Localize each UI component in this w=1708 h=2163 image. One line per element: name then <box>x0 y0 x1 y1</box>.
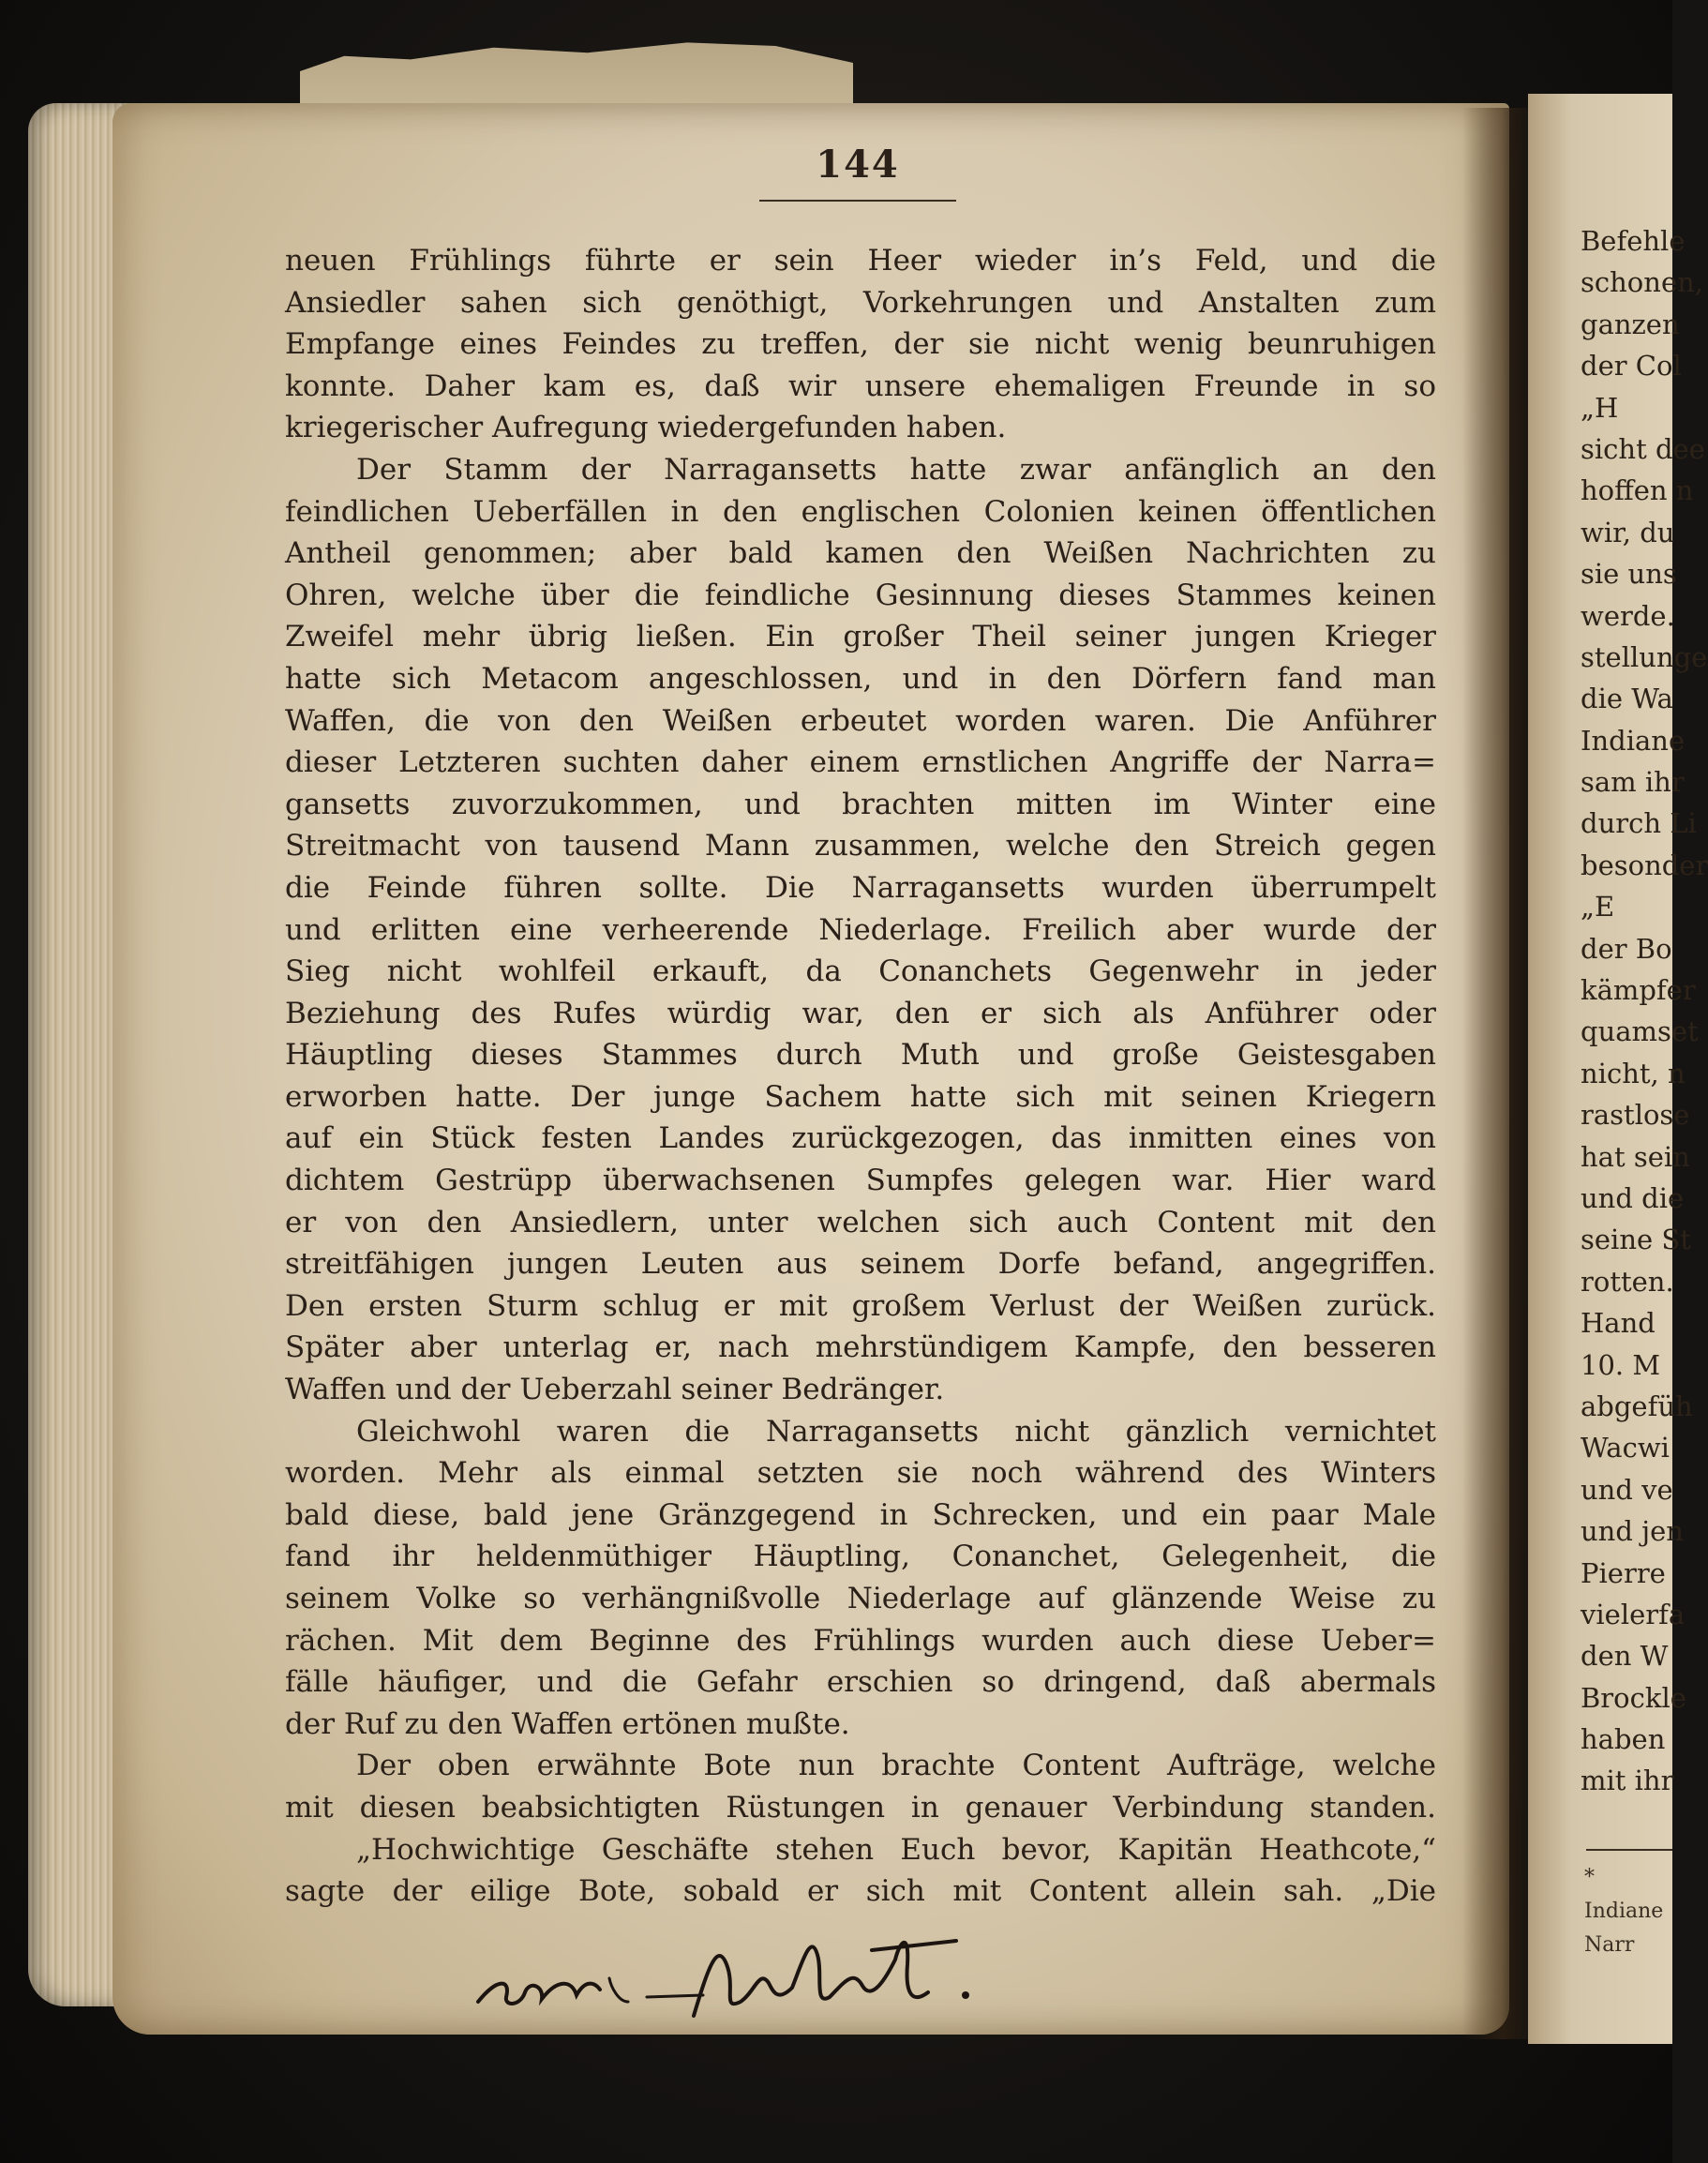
text-line: bald diese, bald jene Gränzgegend in Schrecken, und ein paar Male <box>285 1497 1436 1532</box>
adjacent-text-fragment: die Wa <box>1581 683 1673 715</box>
text-line: fand ihr heldenmüthiger Häuptling, Conanchet, Gelegenheit, die <box>285 1540 1436 1574</box>
adjacent-text-fragment: sam ihr <box>1581 766 1685 799</box>
adjacent-text-fragment: quamset <box>1581 1015 1699 1048</box>
adjacent-text-fragment: Pierre <box>1581 1556 1666 1589</box>
adjacent-text-fragment: wir, du <box>1581 516 1675 548</box>
text-line: Ohren, welche über die feindliche Gesinnung dieses Stammes keinen <box>285 578 1436 612</box>
page-body-text <box>285 240 1436 1913</box>
adjacent-text-fragment: hat sein <box>1581 1140 1690 1173</box>
text-line: Der Stamm der Narragansetts hatte zwar anfänglich an den <box>356 452 1436 487</box>
text-line: und erlitten eine verheerende Niederlage. Freilich aber wurde der <box>285 912 1436 947</box>
text-line: dieser Letzteren suchten daher einem ernstlichen Angriffe der Narra= <box>285 745 1436 780</box>
adjacent-text-fragment: mit ihr <box>1581 1765 1674 1797</box>
adjacent-footnote-fragment: Narr <box>1584 1933 1635 1957</box>
adjacent-text-fragment: sicht dee <box>1581 432 1705 465</box>
text-line: dichtem Gestrüpp überwachsenen Sumpfes gelegen war. Hier ward <box>285 1164 1436 1198</box>
text-line: er von den Ansiedlern, unter welchen sich auch Content mit den <box>285 1205 1436 1239</box>
text-line: rächen. Mit dem Beginne des Frühlings wurden auch diese Ueber= <box>285 1623 1436 1658</box>
adjacent-text-fragment: nicht, n <box>1581 1057 1686 1089</box>
text-line: mit diesen beabsichtigten Rüstungen in genauer Verbindung standen. <box>285 1790 1436 1825</box>
text-line: Den ersten Sturm schlug er mit großem Verlust der Weißen zurück. <box>285 1288 1436 1323</box>
adjacent-text-fragment: abgefüh <box>1581 1389 1693 1422</box>
text-line: worden. Mehr als einmal setzten sie noch während des Winters <box>285 1456 1436 1491</box>
text-line: Häuptling dieses Stammes durch Muth und große Geistesgaben <box>285 1038 1436 1073</box>
adjacent-text-fragment: Indiane <box>1581 724 1686 757</box>
text-line: Waffen, die von den Weißen erbeutet worden waren. Die Anführer <box>285 703 1436 738</box>
text-line: Zweifel mehr übrig ließen. Ein großer Theil seiner jungen Krieger <box>285 620 1436 654</box>
page-number: 144 <box>816 143 900 187</box>
adjacent-text-fragment: sie uns <box>1581 558 1677 591</box>
adjacent-text-fragment: Wacwi <box>1581 1432 1670 1465</box>
adjacent-text-fragment: kämpfer <box>1581 974 1696 1007</box>
text-line: Streitmacht von tausend Mann zusammen, welche den Streich gegen <box>285 829 1436 864</box>
adjacent-text-fragment: besonder <box>1581 849 1708 881</box>
adjacent-footnote-fragment: * <box>1584 1866 1595 1889</box>
adjacent-text-fragment: ganzen <box>1581 308 1680 340</box>
text-line: Empfange eines Feindes zu treffen, der sie nicht wenig beunruhigen <box>285 327 1436 362</box>
text-line: Waffen und der Ueberzahl seiner Bedränger. <box>285 1373 945 1407</box>
text-line: gansetts zuvorzukommen, und brachten mitten im Winter eine <box>285 787 1436 821</box>
text-line: Sieg nicht wohlfeil erkauft, da Conanchets Gegenwehr in jeder <box>285 954 1436 989</box>
adjacent-text-fragment: der Col <box>1581 350 1682 383</box>
header-rule <box>759 200 956 202</box>
text-line: neuen Frühlings führte er sein Heer wieder in’s Feld, und die <box>285 244 1436 278</box>
adjacent-text-fragment: stellunge <box>1581 640 1708 673</box>
adjacent-text-fragment: und ve <box>1581 1473 1673 1506</box>
text-line: Gleichwohl waren die Narragansetts nicht gänzlich vernichtet <box>356 1414 1436 1449</box>
text-line: Der oben erwähnte Bote nun brachte Content Aufträge, welche <box>356 1749 1436 1783</box>
adjacent-text-fragment: rastlose <box>1581 1099 1690 1132</box>
text-line: Antheil genommen; aber bald kamen den Weißen Nachrichten zu <box>285 536 1436 571</box>
text-line: Ansiedler sahen sich genöthigt, Vorkehrungen und Anstalten zum <box>285 285 1436 320</box>
adjacent-text-fragment: rotten. <box>1581 1265 1674 1298</box>
text-line: der Ruf zu den Waffen ertönen mußte. <box>285 1706 850 1741</box>
adjacent-text-fragment: seine St <box>1581 1224 1691 1256</box>
handwritten-signature <box>469 1913 994 2035</box>
text-line: die Feinde führen sollte. Die Narragansetts wurden überrumpelt <box>285 870 1436 905</box>
book-gutter-shadow <box>1462 108 1528 2039</box>
adjacent-text-fragment: hoffen n <box>1581 474 1694 507</box>
text-line: seinem Volke so verhängnißvolle Niederlage auf glänzende Weise zu <box>285 1582 1436 1615</box>
adjacent-page-text <box>1581 220 1708 1802</box>
adjacent-text-fragment: „E <box>1581 891 1615 924</box>
text-line: erworben hatte. Der junge Sachem hatte sich mit seinen Kriegern <box>285 1079 1436 1114</box>
text-line: „Hochwichtige Geschäfte stehen Euch bevor, Kapitän Heathcote,“ <box>356 1832 1436 1867</box>
text-line: auf ein Stück festen Landes zurückgezogen, das inmitten eines von <box>285 1121 1436 1156</box>
text-line: konnte. Daher kam es, daß wir unsere ehemaligen Freunde in so <box>285 368 1436 403</box>
adjacent-text-fragment: der Bo <box>1581 932 1672 965</box>
adjacent-text-fragment: schonen, <box>1581 266 1703 299</box>
text-line: kriegerischer Aufregung wiedergefunden haben. <box>285 411 1007 445</box>
adjacent-text-fragment: Brockle <box>1581 1681 1686 1714</box>
adjacent-text-fragment: werde. <box>1581 599 1675 632</box>
adjacent-text-fragment: Hand <box>1581 1307 1656 1340</box>
text-line: Später aber unterlag er, nach mehrstündigem Kampfe, den besseren <box>285 1330 1436 1365</box>
adjacent-text-fragment: vielerfa <box>1581 1598 1686 1630</box>
adjacent-text-fragment: und die <box>1581 1181 1685 1214</box>
adjacent-footnotes <box>1584 1861 1672 1962</box>
adjacent-text-fragment: 10. M <box>1581 1348 1661 1381</box>
adjacent-footnote-fragment: Indiane <box>1584 1900 1664 1923</box>
adjacent-text-fragment: durch Li <box>1581 807 1697 840</box>
text-line: streitfähigen jungen Leuten aus seinem Dorfe befand, angegriffen. <box>285 1247 1436 1282</box>
text-line: hatte sich Metacom angeschlossen, und in den Dörfern fand man <box>285 661 1436 696</box>
adjacent-text-fragment: Befehle <box>1581 225 1686 257</box>
adjacent-footnote-rule <box>1586 1849 1672 1851</box>
text-line: sagte der eilige Bote, sobald er sich mit Content allein sah. „Die <box>285 1874 1436 1909</box>
adjacent-text-fragment: „H <box>1581 391 1619 424</box>
adjacent-text-fragment: haben <box>1581 1723 1666 1756</box>
adjacent-text-fragment: den W <box>1581 1640 1669 1673</box>
adjacent-text-fragment: und jen <box>1581 1515 1684 1548</box>
text-line: fälle häufiger, und die Gefahr erschien so dringend, daß abermals <box>285 1665 1436 1700</box>
text-line: Beziehung des Rufes würdig war, den er sich als Anführer oder <box>285 996 1436 1030</box>
text-line: feindlichen Ueberfällen in den englischen Colonien keinen öffentlichen <box>285 494 1436 529</box>
